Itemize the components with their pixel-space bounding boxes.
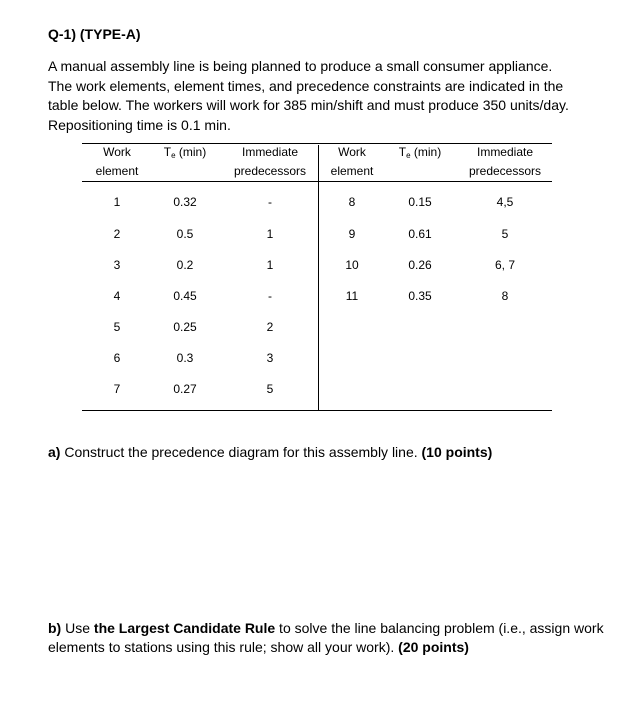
part-b bbox=[48, 619, 608, 657]
cell-element: 4 bbox=[113, 289, 121, 303]
cell-element: 8 bbox=[348, 195, 356, 209]
header-te: Te (min) bbox=[163, 145, 207, 160]
cell-element: 6 bbox=[113, 351, 121, 365]
cell-predecessors: 1 bbox=[266, 227, 274, 241]
cell-te: 0.27 bbox=[173, 382, 197, 396]
question-intro bbox=[48, 57, 608, 135]
cell-predecessors: 2 bbox=[266, 320, 274, 334]
part-a-text: Construct the precedence diagram for this assembly line. bbox=[60, 444, 422, 460]
cell-te: 0.3 bbox=[176, 351, 194, 365]
cell-element: 5 bbox=[113, 320, 121, 334]
cell-predecessors: 5 bbox=[266, 382, 274, 396]
header-te: Te (min) bbox=[398, 145, 442, 160]
intro-line: Repositioning time is 0.1 min. bbox=[48, 116, 231, 133]
cell-predecessors: - bbox=[268, 289, 272, 303]
part-b-points: (20 points) bbox=[398, 639, 469, 655]
cell-predecessors: 4,5 bbox=[496, 195, 514, 209]
intro-line: The work elements, element times, and precedence constraints are indicated in the bbox=[48, 77, 564, 94]
intro-line: A manual assembly line is being planned to produce a small consumer appliance. bbox=[48, 58, 553, 74]
cell-predecessors: 8 bbox=[501, 289, 509, 303]
work-elements-table bbox=[82, 143, 552, 411]
cell-predecessors: - bbox=[268, 195, 272, 209]
cell-element: 2 bbox=[113, 227, 121, 241]
intro-line: table below. The workers will work for 385 min/shift and must produce 350 units/day. bbox=[48, 97, 569, 113]
part-b-label: b) bbox=[48, 620, 62, 636]
header-work-element: Work element bbox=[95, 145, 139, 178]
cell-predecessors: 6, 7 bbox=[494, 258, 515, 272]
part-b-rule: the Largest Candidate Rule bbox=[93, 620, 276, 636]
cell-predecessors: 1 bbox=[266, 258, 274, 272]
cell-element: 1 bbox=[113, 195, 121, 209]
cell-te: 0.5 bbox=[176, 227, 194, 241]
part-b-text: to solve the line balancing problem (i.e., assign work elements to stations using this rule; show all your work). bbox=[48, 620, 604, 655]
cell-predecessors: 3 bbox=[266, 351, 274, 365]
cell-te: 0.32 bbox=[173, 195, 197, 209]
header-immediate-predecessors: Immediate predecessors bbox=[468, 145, 542, 178]
table-header-rule bbox=[82, 181, 552, 182]
cell-element: 10 bbox=[345, 258, 359, 272]
part-b-text: Use bbox=[61, 620, 94, 636]
cell-element: 11 bbox=[345, 289, 359, 303]
cell-element: 3 bbox=[113, 258, 121, 272]
cell-te: 0.25 bbox=[173, 320, 197, 334]
cell-te: 0.2 bbox=[176, 258, 194, 272]
cell-te: 0.61 bbox=[408, 227, 432, 241]
cell-predecessors: 5 bbox=[501, 227, 509, 241]
cell-te: 0.26 bbox=[408, 258, 432, 272]
table-bottom-rule bbox=[82, 410, 552, 411]
question-title: Q-1) (TYPE-A) bbox=[48, 26, 141, 42]
table-divider bbox=[318, 145, 319, 410]
header-immediate-predecessors: Immediate predecessors bbox=[233, 145, 307, 178]
header-work-element: Work element bbox=[330, 145, 374, 178]
part-a-points: (10 points) bbox=[421, 444, 493, 460]
part-a-label: a) bbox=[48, 444, 61, 460]
cell-element: 7 bbox=[113, 382, 121, 396]
cell-te: 0.35 bbox=[408, 289, 432, 303]
cell-te: 0.45 bbox=[173, 289, 197, 303]
part-a bbox=[48, 443, 492, 462]
cell-te: 0.15 bbox=[408, 195, 432, 209]
cell-element: 9 bbox=[348, 227, 356, 241]
